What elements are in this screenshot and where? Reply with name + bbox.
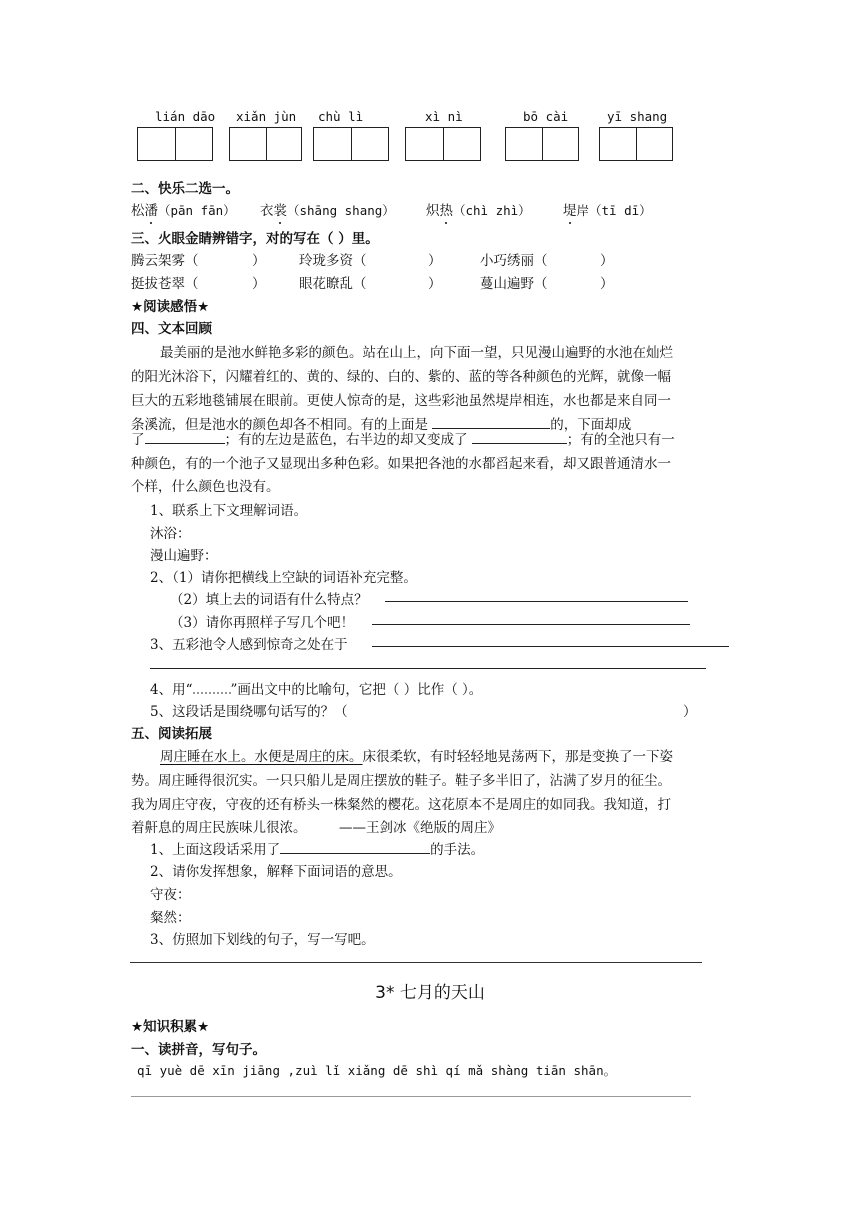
writing-box[interactable]	[405, 127, 481, 161]
answer-paren[interactable]: ）	[252, 276, 266, 292]
word-item: 挺拔苍翠（	[131, 276, 199, 292]
answer-blank[interactable]	[280, 841, 430, 854]
answer-label: 守夜：	[150, 887, 191, 903]
answer-line[interactable]	[385, 601, 688, 602]
word-item: 腾云架雾（	[131, 253, 199, 269]
answer-line[interactable]	[131, 1096, 691, 1097]
passage-line: 的阳光沐浴下，闪耀着红的、黄的、绿的、白的、紫的、蓝的等各种颜色的光辉，就像一幅	[131, 369, 671, 385]
writing-box[interactable]	[599, 127, 673, 161]
answer-paren[interactable]: ）	[600, 253, 614, 269]
writing-box[interactable]	[137, 127, 213, 161]
answer-paren[interactable]: ）	[600, 276, 614, 292]
question: 1、联系上下文理解词语。	[150, 503, 308, 519]
reading-header: ★阅读感悟★	[131, 299, 210, 315]
answer-line[interactable]	[150, 668, 706, 669]
answer-blank[interactable]	[145, 431, 225, 444]
answer-line[interactable]	[372, 646, 729, 647]
passage-line: 着鼾息的周庄民族味儿很浓。	[131, 820, 307, 836]
pinyin-label: xì nì	[425, 109, 463, 124]
word-item: 小巧绣丽（	[480, 253, 548, 269]
pinyin-sentence: qī yuè dē xīn jiāng ,zuì lǐ xiǎng dē shì qí mǎ shàng tiān shān。	[137, 1063, 617, 1078]
section-title: 二、快乐二选一。	[131, 181, 239, 197]
question: 4、用“ ”画出文中的比喻句，它把（ ）比作（ ）。	[150, 682, 483, 698]
passage-line: 巨大的五彩地毯铺展在眼前。更使人惊奇的是，这些彩池虽然堤岸相连，水也都是来自同一	[131, 393, 671, 409]
answer-blank[interactable]	[472, 431, 567, 444]
choice-item: 衣裳（shāng shang）	[260, 203, 395, 219]
answer-line[interactable]	[372, 624, 690, 625]
question: 3、五彩池令人感到惊奇之处在于	[150, 637, 348, 653]
answer-paren[interactable]: ）	[252, 253, 266, 269]
question: 3、仿照加下划线的句子，写一写吧。	[150, 932, 375, 948]
lesson-title: 3* 七月的天山	[375, 983, 485, 1003]
answer-label: 漫山遍野：	[150, 548, 218, 564]
question: （3）请你再照样子写几个吧！	[170, 615, 355, 631]
passage-line: 周庄睡在水上。水便是周庄的床。床很柔软，有时轻轻地晃荡两下，那是变换了一下姿	[160, 749, 673, 765]
writing-box[interactable]	[313, 127, 389, 161]
knowledge-header: ★知识积累★	[131, 1019, 210, 1035]
wavy-line-sample	[193, 682, 231, 694]
question: 5、这段话是围绕哪句话写的？（	[150, 704, 348, 720]
question: 1、上面这段话采用了 的手法。	[150, 842, 485, 858]
underlined-sentence: 周庄睡在水上。水便是周庄的床。	[160, 749, 363, 765]
divider	[130, 962, 702, 963]
passage-line: 了 ；有的左边是蓝色，右半边的却又变成了 ；有的全池只有一	[131, 432, 675, 448]
word-item: 玲珑多资（	[299, 253, 367, 269]
source-citation: ——王剑冰《绝版的周庄》	[339, 820, 501, 836]
choice-item: 堤岸（tī dī）	[563, 203, 652, 219]
pinyin-label: chù lì	[318, 109, 364, 124]
pinyin-label: bō cài	[523, 109, 569, 124]
question: （2）填上去的词语有什么特点？	[170, 592, 368, 608]
answer-paren[interactable]: ）	[683, 704, 697, 720]
pinyin-label: yī shang	[607, 109, 668, 124]
word-item: 眼花瞭乱（	[299, 276, 367, 292]
choice-item: 松潘（pān fān）	[131, 203, 236, 219]
answer-paren[interactable]: ）	[428, 276, 442, 292]
question: 2、（1）请你把横线上空缺的词语补充完整。	[150, 570, 417, 586]
passage-line: 个样，什么颜色也没有。	[131, 479, 280, 495]
passage-line: 我为周庄守夜，守夜的还有桥头一株粲然的樱花。这花原本不是周庄的如同我。我知道，打	[131, 797, 671, 813]
section-title: 一、读拼音，写句子。	[131, 1042, 266, 1058]
section-title: 四、文本回顾	[131, 321, 212, 337]
section-title: 五、阅读拓展	[131, 726, 212, 742]
question: 2、请你发挥想象，解释下面词语的意思。	[150, 864, 402, 880]
writing-box[interactable]	[505, 127, 579, 161]
passage-line: 种颜色，有的一个池子又显现出多种色彩。如果把各池的水都舀起来看，却又跟普通清水一	[131, 456, 671, 472]
passage-line: 条溪流，但是池水的颜色却各不相同。有的上面是 的，下面却成	[131, 417, 632, 433]
pinyin-label: lián dāo	[155, 109, 216, 124]
writing-box[interactable]	[229, 127, 302, 161]
answer-paren[interactable]: ）	[428, 253, 442, 269]
word-item: 蔓山遍野（	[480, 276, 548, 292]
passage-line: 最美丽的是池水鲜艳多彩的颜色。站在山上，向下面一望，只见漫山遍野的水池在灿烂	[160, 345, 673, 361]
passage-line: 势。周庄睡得很沉实。一只只船儿是周庄摆放的鞋子。鞋子多半旧了，沾满了岁月的征尘。	[131, 773, 671, 789]
section-title: 三、火眼金睛辨错字，对的写在（ ）里。	[131, 231, 379, 247]
pinyin-label: xiǎn jùn	[236, 109, 297, 124]
choice-item: 炽热（chì zhì）	[426, 203, 531, 219]
answer-label: 沐浴：	[150, 526, 191, 542]
answer-label: 粲然：	[150, 910, 191, 926]
